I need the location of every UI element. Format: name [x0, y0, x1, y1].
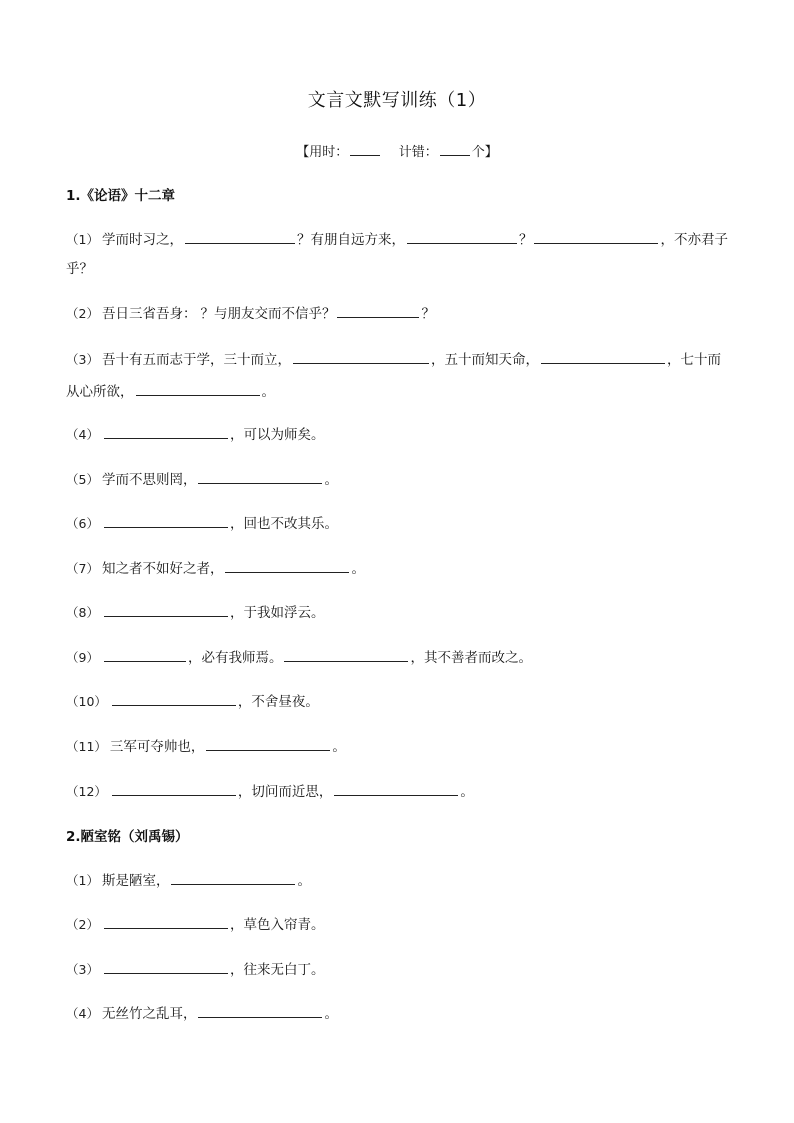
answer-blank[interactable] [541, 349, 665, 364]
question-text: 。 [351, 561, 365, 577]
answer-blank[interactable] [337, 303, 419, 318]
question-text: 吾日三省吾身： [101, 306, 197, 322]
question-text: 无丝竹之乱耳， [101, 1006, 197, 1022]
question-number: （5） [66, 472, 99, 487]
question-item [66, 509, 732, 539]
question-item [66, 225, 732, 284]
question-text: 。 [460, 784, 474, 800]
question-item [66, 687, 732, 717]
question-item [66, 465, 732, 495]
question-number: （2） [66, 917, 99, 932]
question-text: 。 [332, 739, 346, 755]
question-text: ，回也不改其乐。 [229, 516, 338, 532]
question-text: ，可以为师矣。 [229, 427, 325, 443]
question-text: 学而时习之， [101, 232, 183, 248]
question-text: ？与朋友交而不信乎？ [200, 306, 336, 322]
answer-blank[interactable] [104, 914, 228, 929]
question-text: 。 [324, 472, 338, 488]
question-number: （10） [66, 694, 107, 709]
question-text: ，切问而近思， [237, 784, 333, 800]
question-text: ，其不善者而改之。 [410, 650, 532, 666]
question-text: ，不亦君子 [660, 232, 728, 248]
answer-blank[interactable] [284, 647, 408, 662]
question-text: 。 [324, 1006, 338, 1022]
answer-blank[interactable] [112, 691, 236, 706]
answer-blank[interactable] [136, 381, 260, 396]
question-text: 。 [261, 384, 275, 400]
answer-blank[interactable] [534, 229, 658, 244]
question-text: ，七十而 [666, 352, 721, 368]
question-item [66, 299, 732, 329]
question-text: 知之者不如好之者， [101, 561, 224, 577]
answer-blank[interactable] [334, 781, 458, 796]
question-number: （3） [66, 352, 99, 367]
question-number: （4） [66, 427, 99, 442]
question-text: ，不舍昼夜。 [237, 694, 319, 710]
answer-blank[interactable] [293, 349, 429, 364]
question-text: ，五十而知天命， [430, 352, 539, 368]
errors-unit: 个 [471, 145, 485, 160]
question-text: 吾十有五而志于学，三十而立， [101, 352, 291, 368]
question-item [66, 777, 732, 807]
question-number: （7） [66, 561, 99, 576]
answer-blank[interactable] [104, 602, 228, 617]
time-error-record [0, 141, 794, 163]
answer-blank[interactable] [104, 513, 228, 528]
time-label: 用时： [309, 145, 349, 160]
question-text: 斯是陋室， [101, 873, 170, 889]
question-item [66, 910, 732, 940]
question-text: ，草色入帘青。 [229, 917, 325, 933]
question-number: （9） [66, 650, 99, 665]
question-item [66, 344, 732, 408]
question-number: （1） [66, 232, 99, 247]
question-text: 三军可夺帅也， [109, 739, 205, 755]
section-heading-loushiming: 2.陋室铭（刘禹锡） [66, 829, 189, 845]
errors-label: 计错： [398, 145, 438, 160]
question-item [66, 598, 732, 628]
question-item [66, 420, 732, 450]
answer-blank[interactable] [206, 736, 330, 751]
question-item [66, 866, 732, 896]
meta-open-bracket: 【 [296, 145, 310, 160]
question-number: （2） [66, 306, 99, 321]
question-number: （4） [66, 1006, 99, 1021]
question-number: （11） [66, 739, 107, 754]
errors-blank[interactable] [440, 141, 470, 156]
question-item [66, 955, 732, 985]
question-text: ，于我如浮云。 [229, 605, 325, 621]
question-text: 乎？ [66, 261, 93, 277]
answer-blank[interactable] [171, 870, 295, 885]
answer-blank[interactable] [104, 424, 228, 439]
time-blank[interactable] [350, 141, 380, 156]
question-text: 学而不思则罔， [101, 472, 197, 488]
question-text: ？有朋自远方来， [296, 232, 405, 248]
worksheet-title: 文言文默写训练（1） [307, 90, 487, 111]
question-number: （3） [66, 962, 99, 977]
answer-blank[interactable] [104, 647, 186, 662]
answer-blank[interactable] [225, 558, 349, 573]
question-number: （6） [66, 516, 99, 531]
meta-close-bracket: 】 [484, 145, 498, 160]
question-number: （12） [66, 784, 107, 799]
question-number: （8） [66, 605, 99, 620]
answer-blank[interactable] [104, 959, 228, 974]
section-heading-lunyu: 1.《论语》十二章 [66, 188, 176, 204]
question-text: 从心所欲， [66, 384, 134, 400]
question-item [66, 999, 732, 1029]
question-item [66, 554, 732, 584]
question-text: ，必有我师焉。 [187, 650, 283, 666]
question-text: ？ [518, 232, 533, 248]
answer-blank[interactable] [185, 229, 295, 244]
question-text: 。 [297, 873, 311, 889]
question-item [66, 732, 732, 762]
answer-blank[interactable] [198, 469, 322, 484]
answer-blank[interactable] [112, 781, 236, 796]
question-number: （1） [66, 873, 99, 888]
answer-blank[interactable] [198, 1003, 322, 1018]
question-text: ，往来无白丁。 [229, 962, 325, 978]
answer-blank[interactable] [407, 229, 517, 244]
question-text: ？ [421, 306, 435, 322]
question-item [66, 643, 732, 673]
